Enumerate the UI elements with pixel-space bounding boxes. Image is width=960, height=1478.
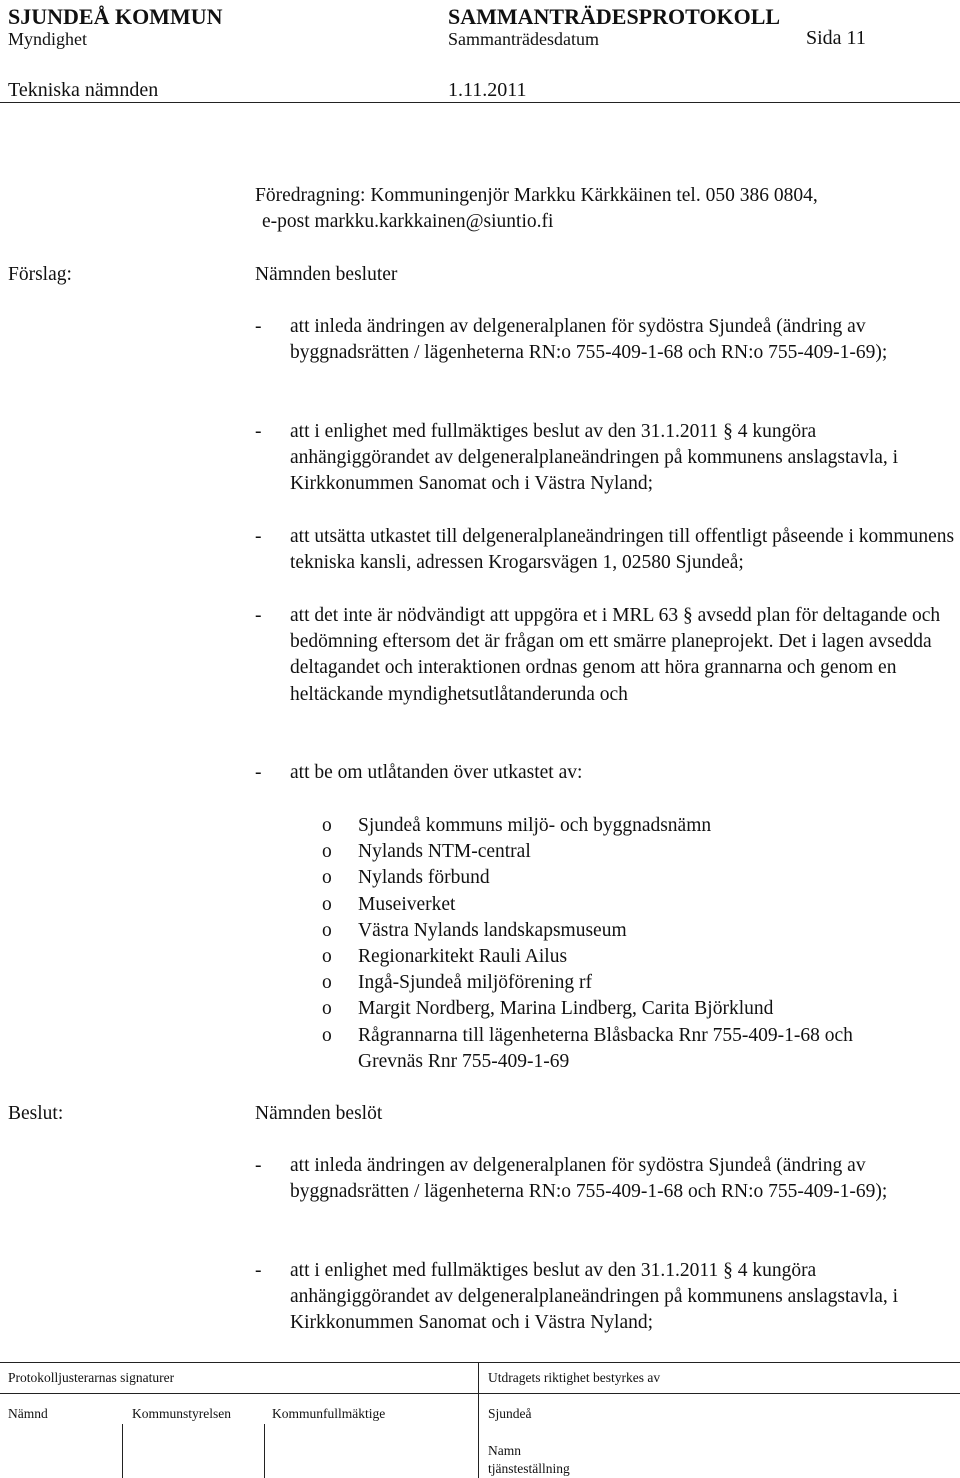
col-committee: Nämnd xyxy=(8,1406,48,1421)
footer-top-border xyxy=(0,1362,960,1363)
org-name: SJUNDEÅ KOMMUN xyxy=(8,4,223,29)
signatures-label: Protokolljusterarnas signaturer xyxy=(8,1370,175,1385)
position-label: tjänsteställning xyxy=(488,1461,570,1476)
proposal-item-text: att det inte är nödvändigt att uppgöra et i MRL 63 § avsedd plan för deltagande och bedömning eftersom det är frågan om ett smärre planeprojekt. Det i lagen avsedda deltagandet och interaktionen ordnas genom att höra grannarna och genom en heltäckande myndighetsutlåtanderunda och xyxy=(290,605,941,705)
decision-label: Beslut: xyxy=(8,1103,64,1124)
list-item-text: Ingå-Sjundeå miljöförening rf xyxy=(358,972,592,994)
decision-heading: Nämnden beslöt xyxy=(255,1103,383,1124)
meeting-date-label: Sammanträdesdatum xyxy=(448,29,599,49)
dash-marker: - xyxy=(255,762,262,783)
list-item-text: Museiverket xyxy=(358,893,456,915)
dash-marker: - xyxy=(255,526,262,547)
dash-marker: - xyxy=(255,316,262,337)
list-item-text: Margit Nordberg, Marina Lindberg, Carita Björklund xyxy=(358,998,774,1020)
committee-name: Tekniska nämnden xyxy=(8,79,159,101)
col-municipal-council: Kommunfullmäktige xyxy=(272,1406,386,1421)
header-divider xyxy=(0,102,960,103)
decision-item-text: att i enlighet med fullmäktiges beslut av den 31.1.2011 § 4 kungöra anhängiggörandet av delgeneralplaneändringen på kommunens anslagstavla, i Kirkkonummen Sanomat och i Västra Nyland; xyxy=(290,1260,899,1334)
bullet-marker: o xyxy=(322,919,332,941)
page-number: Sida 11 xyxy=(806,27,866,49)
proposal-heading: Nämnden besluter xyxy=(255,264,398,285)
presenter-email: e-post markku.karkkainen@siuntio.fi xyxy=(262,211,554,232)
bullet-marker: o xyxy=(322,972,332,994)
list-item-text: Sjundeå kommuns miljö- och byggnadsnämn xyxy=(358,815,712,836)
signature-box-divider xyxy=(122,1424,123,1478)
meeting-date: 1.11.2011 xyxy=(448,79,527,101)
dash-marker: - xyxy=(255,1155,262,1176)
dash-marker: - xyxy=(255,1260,262,1281)
list-item-text: Regionarkitekt Rauli Ailus xyxy=(358,945,568,967)
bullet-marker: o xyxy=(322,815,332,836)
bullet-marker: o xyxy=(322,867,332,889)
name-label: Namn xyxy=(488,1443,521,1458)
bullet-marker: o xyxy=(322,893,332,915)
bullet-marker: o xyxy=(322,945,332,967)
proposal-item-text: att utsätta utkastet till delgeneralplaneändringen till offentligt påseende i kommunens tekniska kansli, adressen Krogarsvägen 1, 02580 Sjundeå; xyxy=(290,526,955,574)
col-municipal-board: Kommunstyrelsen xyxy=(132,1406,231,1421)
bullet-marker: o xyxy=(322,841,332,863)
dash-marker: - xyxy=(255,605,262,626)
proposal-item-text: att be om utlåtanden över utkastet av: xyxy=(290,762,583,783)
bullet-marker: o xyxy=(322,998,332,1020)
bullet-marker: o xyxy=(322,1024,332,1046)
list-item-text: Nylands förbund xyxy=(358,867,490,889)
presenter-line: Föredragning: Kommuningenjör Markku Kärkkäinen tel. 050 386 0804, xyxy=(255,185,818,206)
list-item-text: Västra Nylands landskapsmuseum xyxy=(358,919,627,941)
certified-label: Utdragets riktighet bestyrkes av xyxy=(488,1370,661,1385)
proposal-item-text: att inleda ändringen av delgeneralplanen för sydöstra Sjundeå (ändring av byggnadsrätten / lägenheterna RN:o 755-409-1-68 och RN:o 755-409-1-69); xyxy=(290,316,888,364)
proposal-label: Förslag: xyxy=(8,264,72,285)
authority-label: Myndighet xyxy=(8,29,87,49)
list-item-text: Nylands NTM-central xyxy=(358,841,531,863)
list-item-text: Grevnäs Rnr 755-409-1-69 xyxy=(358,1050,570,1072)
signature-box-divider xyxy=(264,1424,265,1478)
footer-row-divider xyxy=(0,1393,960,1394)
doc-type: SAMMANTRÄDESPROTOKOLL xyxy=(448,4,781,29)
col-municipality: Sjundeå xyxy=(488,1406,532,1421)
list-item-text: Rågrannarna till lägenheterna Blåsbacka Rnr 755-409-1-68 och xyxy=(358,1024,853,1046)
proposal-item-text: att i enlighet med fullmäktiges beslut av den 31.1.2011 § 4 kungöra anhängiggörandet av delgeneralplaneändringen på kommunens anslagstavla, i Kirkkonummen Sanomat och i Västra Nyland; xyxy=(290,421,899,495)
dash-marker: - xyxy=(255,421,262,442)
decision-item-text: att inleda ändringen av delgeneralplanen för sydöstra Sjundeå (ändring av byggnadsrätten / lägenheterna RN:o 755-409-1-68 och RN:o 755-409-1-69); xyxy=(290,1155,888,1203)
footer-center-divider xyxy=(478,1362,479,1478)
